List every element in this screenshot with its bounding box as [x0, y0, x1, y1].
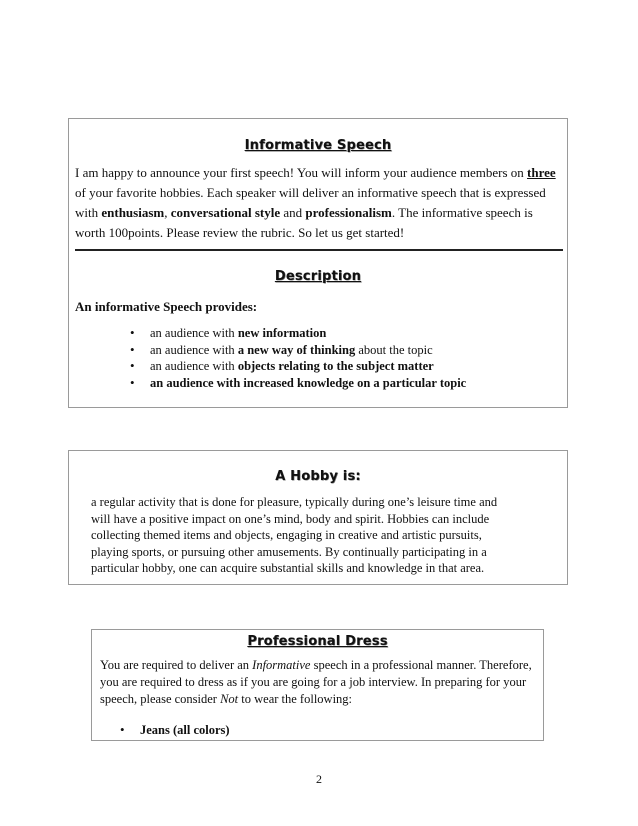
three-emphasis: three: [527, 165, 556, 180]
description-bullets: [130, 325, 550, 391]
professional-dress-title: Professional Dress: [247, 634, 388, 649]
bullet-item: • an audience with new information: [130, 325, 550, 342]
hobby-definition: a regular activity that is done for pleasure, typically during one’s leisure time and will have a positive impact on one’s mind, body and spirit. Hobbies can include collecting themed items and objects, engaging in creative and artistic pursuits, playing sports, or pursuing other amusements. By continually participating in a particular hobby, one can acquire substantial skills and knowledge in that area.: [91, 495, 498, 575]
bullet-item: • an audience with increased knowledge on a particular topic: [130, 375, 550, 392]
hobby-title: A Hobby is:: [275, 469, 361, 484]
dress-paragraph: You are required to deliver an Informative speech in a professional manner. Therefore, you are required to dress as if you are going for a job interview. In preparing for your speech, please consider Not to wear the following:: [100, 658, 532, 706]
dress-bullets: [120, 722, 420, 739]
professional-dress-box: [91, 629, 544, 741]
description-title: Description: [274, 269, 362, 284]
page-number: 2: [316, 772, 322, 786]
bullet-item: • Jeans (all colors): [120, 722, 420, 739]
informative-speech-title: Informative Speech: [244, 138, 392, 153]
hobby-box: [68, 450, 568, 585]
bullet-item: • an audience with objects relating to the subject matter: [130, 358, 550, 375]
section-divider: [75, 249, 563, 251]
provides-label: An informative Speech provides:: [75, 299, 258, 314]
bullet-item: • an audience with a new way of thinking about the topic: [130, 342, 550, 359]
informative-speech-box: [68, 118, 568, 408]
intro-paragraph: I am happy to announce your first speech! You will inform your audience members on three of your favorite hobbies. Each speaker will deliver an informative speech that is expressed with enthusiasm, conversational style and professionalism. The informative speech is worth 100points. Please review the rubric. So let us get started!: [75, 165, 556, 240]
